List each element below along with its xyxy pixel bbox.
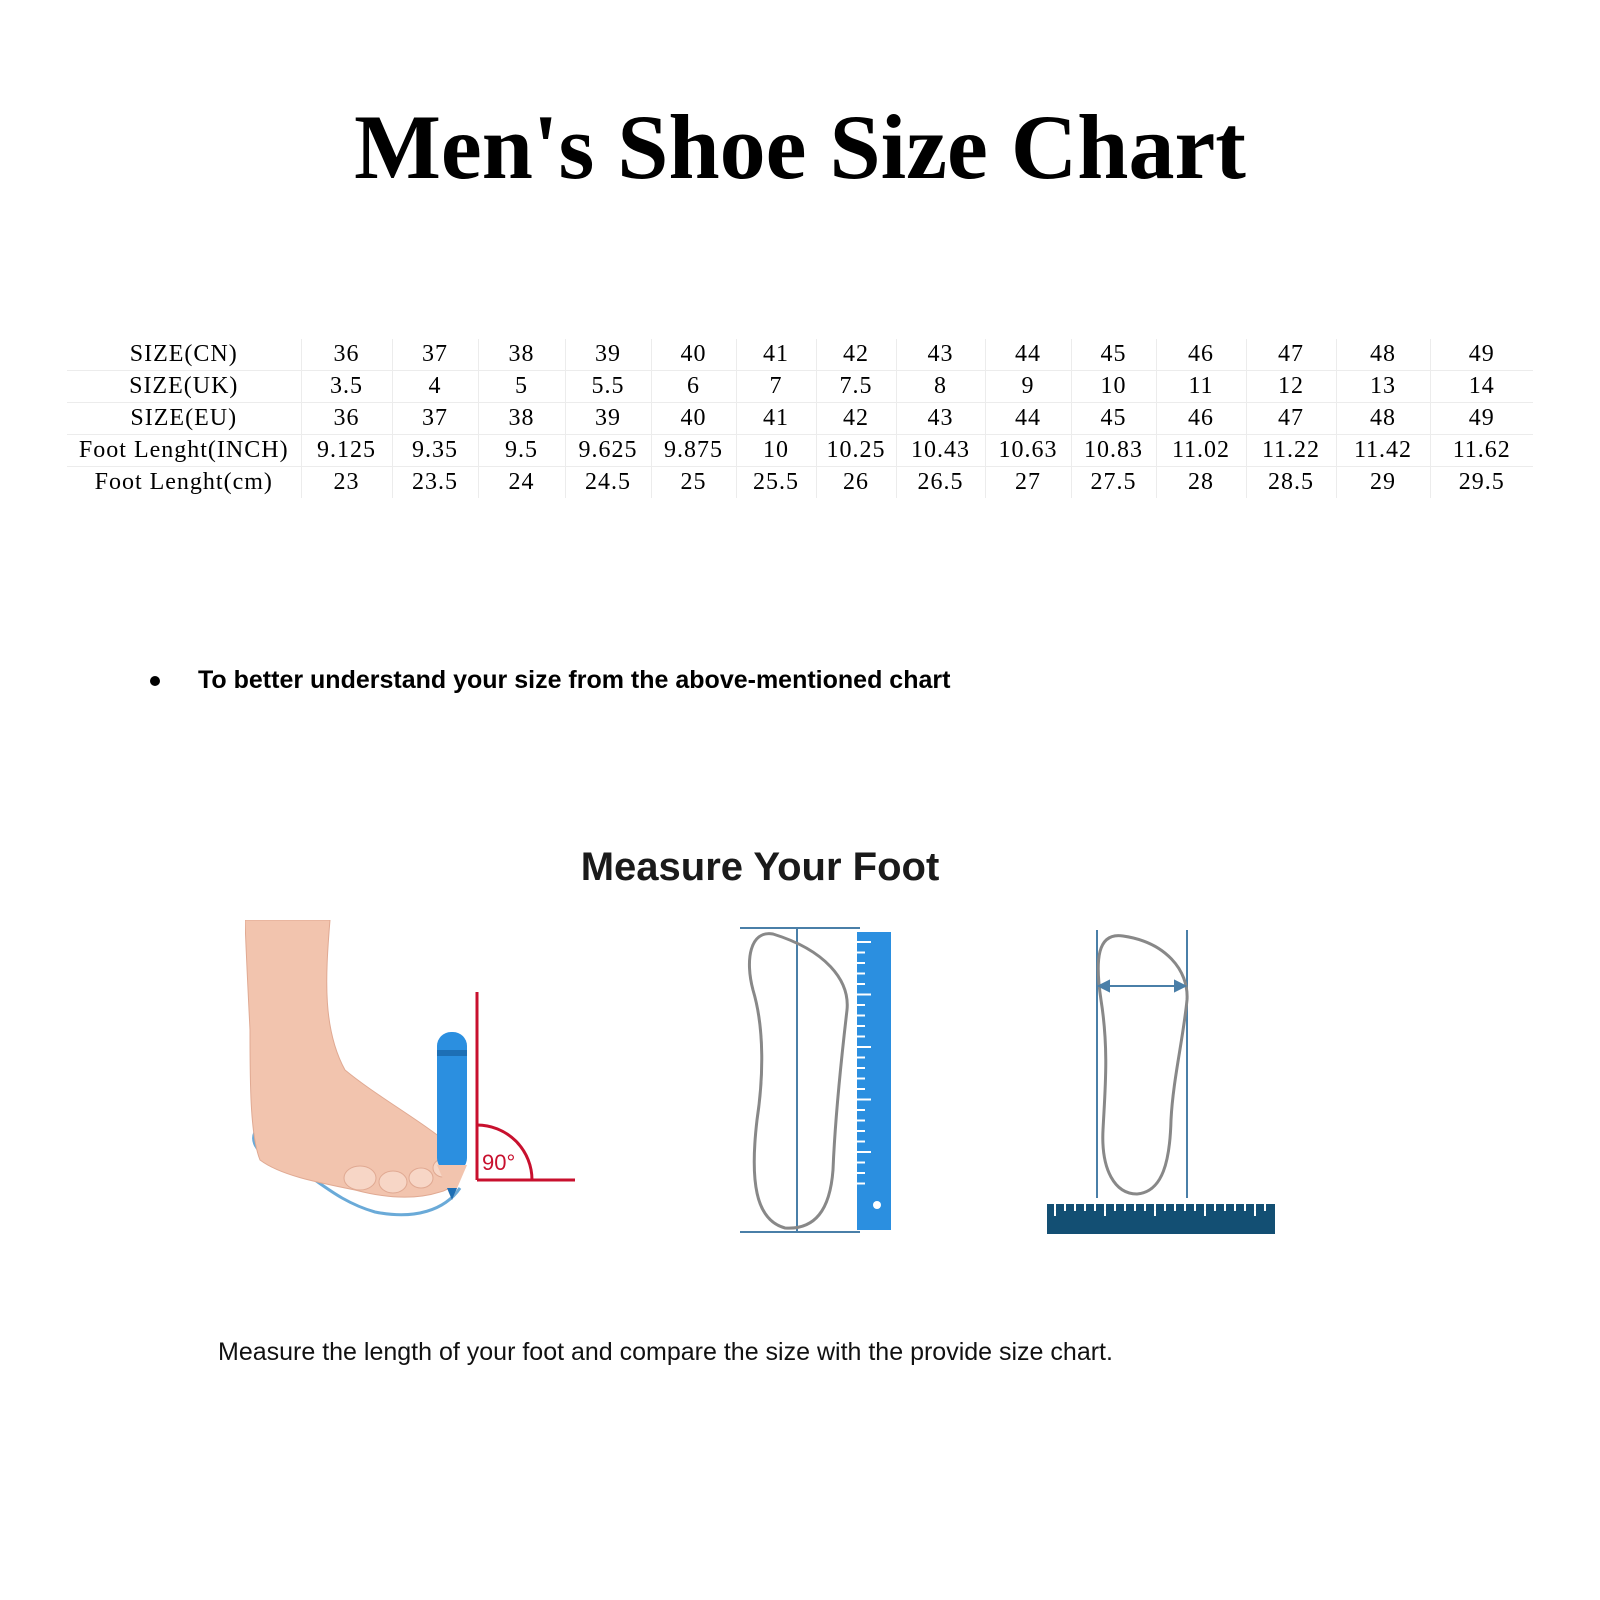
table-cell: 48 xyxy=(1336,339,1430,371)
table-cell: 10.25 xyxy=(816,435,896,467)
foot-pencil-illustration xyxy=(245,920,595,1230)
info-bullet-text: To better understand your size from the above-mentioned chart xyxy=(198,666,951,694)
pencil-icon xyxy=(437,1032,467,1200)
table-cell: 37 xyxy=(392,403,478,435)
table-cell: 43 xyxy=(896,403,985,435)
foot-icon xyxy=(245,920,459,1197)
footprint-outline-icon xyxy=(749,934,847,1228)
table-cell: 9.875 xyxy=(651,435,736,467)
table-cell: 26.5 xyxy=(896,467,985,499)
table-cell: 44 xyxy=(985,339,1071,371)
footprint-width-outline-icon xyxy=(1098,936,1187,1194)
table-cell: 41 xyxy=(736,403,816,435)
width-ruler-illustration xyxy=(1045,920,1285,1240)
table-cell: 9.625 xyxy=(565,435,651,467)
table-cell: 5.5 xyxy=(565,371,651,403)
table-cell: 27.5 xyxy=(1071,467,1156,499)
table-cell: 11.02 xyxy=(1156,435,1246,467)
table-cell: 47 xyxy=(1246,403,1336,435)
table-cell: 25.5 xyxy=(736,467,816,499)
table-cell: 39 xyxy=(565,403,651,435)
table-cell: 38 xyxy=(478,339,565,371)
table-cell: 48 xyxy=(1336,403,1430,435)
table-cell: 11.42 xyxy=(1336,435,1430,467)
table-cell: 47 xyxy=(1246,339,1336,371)
table-cell: 40 xyxy=(651,339,736,371)
table-cell: 36 xyxy=(301,403,392,435)
table-cell: 10.43 xyxy=(896,435,985,467)
guide-lines xyxy=(740,928,860,1232)
table-cell: 11.22 xyxy=(1246,435,1336,467)
table-cell: 45 xyxy=(1071,339,1156,371)
table-cell: 49 xyxy=(1430,403,1533,435)
table-cell: 10.83 xyxy=(1071,435,1156,467)
table-cell: 46 xyxy=(1156,339,1246,371)
row-label: SIZE(EU) xyxy=(67,403,301,435)
table-cell: 11 xyxy=(1156,371,1246,403)
table-cell: 41 xyxy=(736,339,816,371)
table-cell: 8 xyxy=(896,371,985,403)
table-cell: 7.5 xyxy=(816,371,896,403)
row-label: SIZE(UK) xyxy=(67,371,301,403)
table-cell: 11.62 xyxy=(1430,435,1533,467)
horizontal-ruler-icon xyxy=(1047,1204,1275,1234)
bullet-dot-icon xyxy=(150,676,160,686)
table-cell: 14 xyxy=(1430,371,1533,403)
table-cell: 6 xyxy=(651,371,736,403)
table-cell: 9 xyxy=(985,371,1071,403)
table-cell: 9.5 xyxy=(478,435,565,467)
table-cell: 10 xyxy=(1071,371,1156,403)
table-cell: 23.5 xyxy=(392,467,478,499)
table-cell: 10 xyxy=(736,435,816,467)
table-cell: 39 xyxy=(565,339,651,371)
table-row xyxy=(67,435,1533,467)
table-cell: 37 xyxy=(392,339,478,371)
table-cell: 9.125 xyxy=(301,435,392,467)
table-cell: 49 xyxy=(1430,339,1533,371)
row-label: SIZE(CN) xyxy=(67,339,301,371)
table-cell: 23 xyxy=(301,467,392,499)
table-row xyxy=(67,403,1533,435)
table-cell: 4 xyxy=(392,371,478,403)
table-cell: 46 xyxy=(1156,403,1246,435)
table-cell: 7 xyxy=(736,371,816,403)
row-label: Foot Lenght(cm) xyxy=(94,469,273,495)
length-ruler-illustration xyxy=(735,920,905,1240)
table-cell: 43 xyxy=(896,339,985,371)
table-cell: 12 xyxy=(1246,371,1336,403)
table-cell: 9.35 xyxy=(392,435,478,467)
table-cell: 24 xyxy=(478,467,565,499)
table-cell: 45 xyxy=(1071,403,1156,435)
vertical-ruler-icon xyxy=(857,932,891,1230)
measure-title: Measure Your Foot xyxy=(580,845,940,889)
table-cell: 36 xyxy=(301,339,392,371)
row-label: Foot Lenght(INCH) xyxy=(67,435,301,467)
table-cell: 24.5 xyxy=(565,467,651,499)
table-cell: 10.63 xyxy=(985,435,1071,467)
table-row xyxy=(67,339,1533,371)
table-cell: 42 xyxy=(816,403,896,435)
table-cell: 40 xyxy=(651,403,736,435)
table-cell: 28.5 xyxy=(1246,467,1336,499)
table-row xyxy=(67,467,1533,499)
table-cell: 38 xyxy=(478,403,565,435)
table-cell: 5 xyxy=(478,371,565,403)
table-cell: 42 xyxy=(816,339,896,371)
table-cell: 29 xyxy=(1336,467,1430,499)
table-cell: 25 xyxy=(651,467,736,499)
angle-label: 90° xyxy=(482,1150,516,1175)
table-cell: 3.5 xyxy=(301,371,392,403)
measure-caption: Measure the length of your foot and compare the size with the provide size chart. xyxy=(218,1338,1113,1366)
page-title: Men's Shoe Size Chart xyxy=(354,96,1246,198)
width-guide-lines xyxy=(1097,930,1187,1198)
table-cell: 28 xyxy=(1156,467,1246,499)
width-arrow-icon xyxy=(1099,981,1185,991)
size-table-body xyxy=(67,339,1533,498)
table-cell: 44 xyxy=(985,403,1071,435)
table-cell: 29.5 xyxy=(1430,467,1533,499)
table-cell: 26 xyxy=(816,467,896,499)
table-row xyxy=(67,371,1533,403)
size-table xyxy=(67,339,1533,498)
table-cell: 13 xyxy=(1336,371,1430,403)
table-cell: 27 xyxy=(985,467,1071,499)
